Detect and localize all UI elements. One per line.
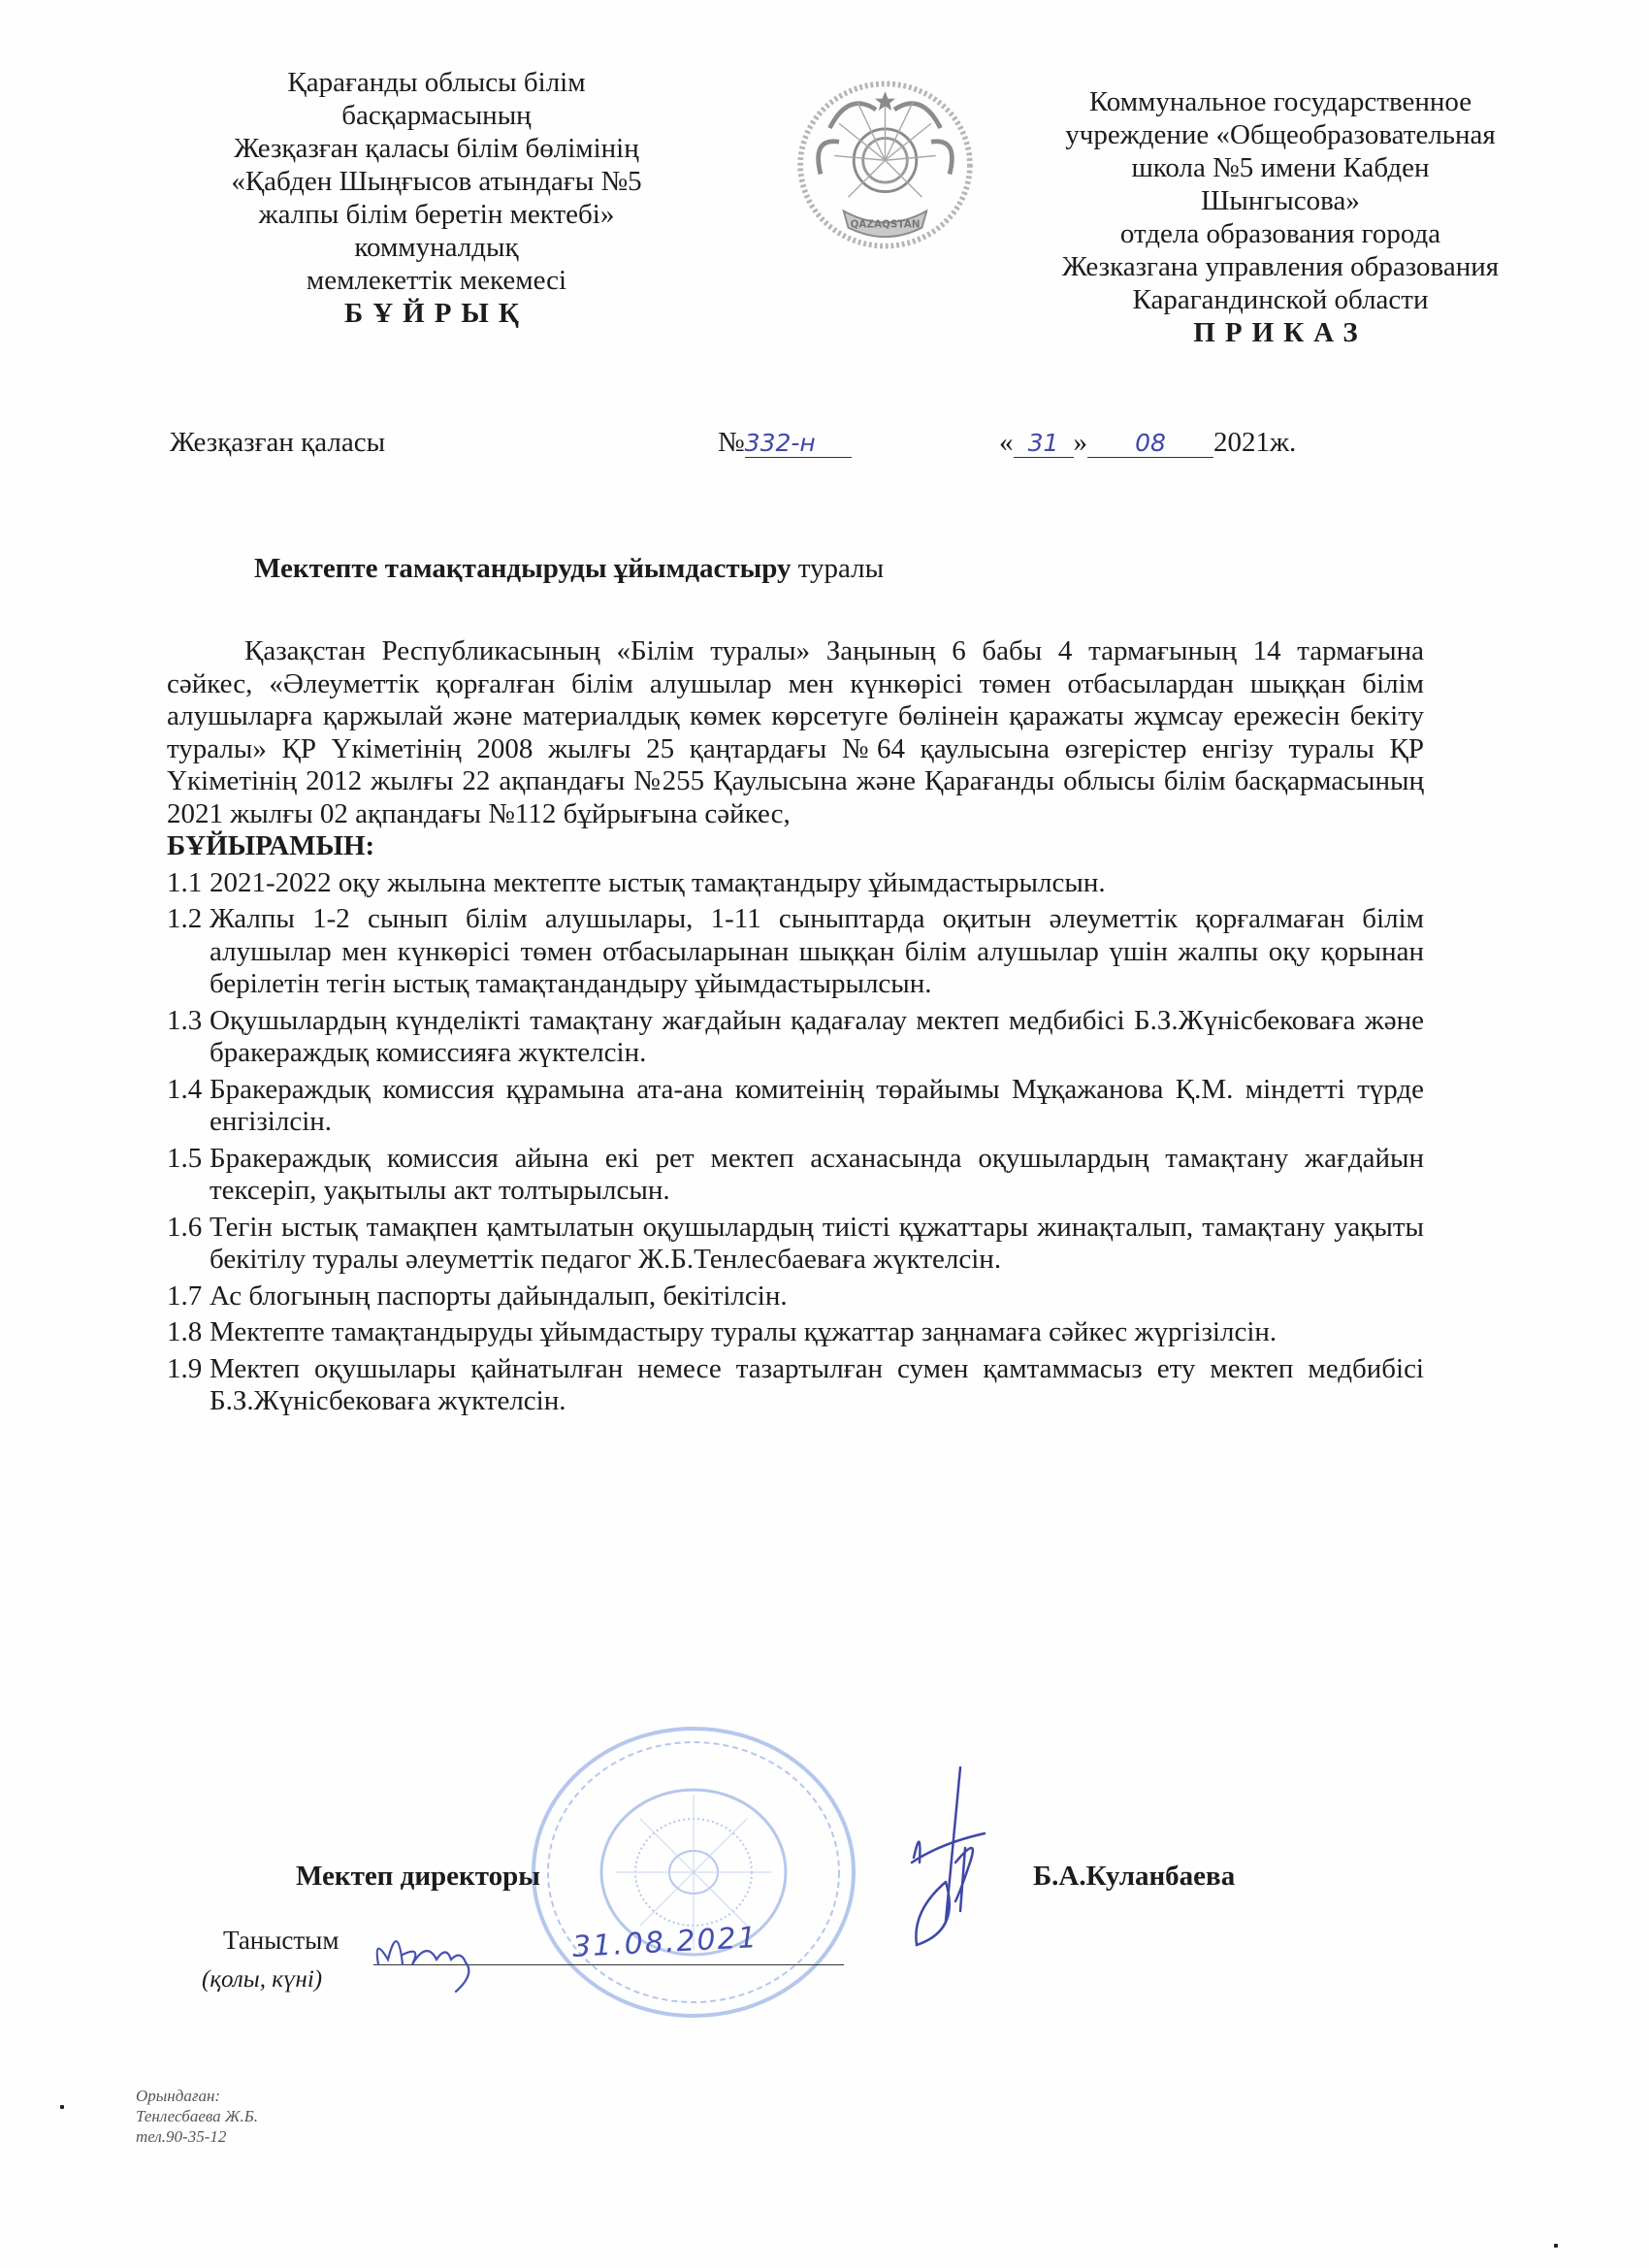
header-right-line: школа №5 имени Кабден (1131, 152, 1430, 183)
acknowledged-label: Таныстым (223, 1926, 340, 1955)
order-word-kazakh: БҰЙРЫҚ (344, 298, 529, 329)
executor-phone: тел.90-35-12 (136, 2127, 227, 2146)
executor-block (136, 2086, 258, 2147)
header-left-line: «Қабден Шыңғысов атындағы №5 (231, 166, 642, 197)
order-word-russian: ПРИКАЗ (1193, 317, 1368, 348)
item-number: 1.7 (167, 1280, 203, 1312)
item-number: 1.2 (167, 903, 203, 934)
title-regular: туралы (791, 553, 885, 584)
scan-speck (60, 2105, 64, 2109)
order-verb (167, 830, 1424, 863)
header-left-line: Жезқазған қаласы білім бөлімінің (234, 133, 639, 164)
item-text: Оқушылардың күнделікті тамақтану жағдайын қадағалау мектеп медбибісі Б.З.Жүнісбековаға және бракераждық комиссияға жүктелсін. (210, 1004, 1424, 1068)
item-number: 1.3 (167, 1004, 203, 1036)
item-number: 1.8 (167, 1316, 203, 1347)
header-right-line: учреждение «Общеобразовательная (1065, 119, 1496, 150)
order-item (167, 867, 1424, 900)
order-item (167, 1074, 1424, 1139)
header-right-line: Жезказгана управления образования (1061, 251, 1500, 282)
order-item (167, 1005, 1424, 1070)
date-close-quote: » (1073, 427, 1087, 458)
city-label: Жезқазған қаласы (170, 427, 386, 458)
order-items-list (167, 867, 1424, 1418)
executor-name: Тенлесбаева Ж.Б. (136, 2107, 259, 2125)
item-number: 1.1 (167, 866, 203, 898)
item-text: Жалпы 1-2 сынып білім алушылары, 1-11 сыныптарда оқитын әлеуметтік қорғалмаған білім алушылар мен күнкөрісі төмен отбасыларынан шыққан білім алушылар үшін жалпы оқу қорынан берілетін тегін ыстық тамақтандандыру ұйымдастырылсын. (210, 903, 1424, 999)
order-verb-colon: : (365, 830, 375, 861)
date-open-quote: « (999, 427, 1014, 458)
item-number: 1.6 (167, 1211, 203, 1243)
order-item (167, 1353, 1424, 1418)
kazakhstan-state-emblem-icon (791, 73, 980, 257)
item-text: Бракераждық комиссия құрамына ата-ана комитеінің төрайымы Мұқажанова Қ.М. міндетті түрде енгізілсін. (210, 1073, 1424, 1137)
order-verb-text: БҰЙЫРАМЫН (167, 830, 366, 861)
header-left-line: коммуналдық (354, 232, 519, 263)
item-text: 2021-2022 оқу жылына мектепте ыстық тамақтандыру ұйымдастырылсын. (210, 866, 1106, 898)
acknowledgement-date-handwritten: 31.08.2021 (571, 1921, 760, 1964)
header-left-line: Қарағанды облысы білім (287, 67, 586, 98)
header-right-line: отдела образования города (1119, 218, 1441, 249)
director-signature-icon (902, 1766, 1009, 1950)
header-left-line: жалпы білім беретін мектебі» (258, 199, 615, 230)
item-number: 1.5 (167, 1142, 203, 1174)
item-text: Мектепте тамақтандыруды ұйымдастыру туралы құжаттар заңнамаға сәйкес жүргізілсін. (210, 1316, 1277, 1347)
order-number-handwritten: 332-н (745, 429, 852, 458)
item-text: Тегін ыстық тамақпен қамтылатын оқушылардың тиісті құжаттары жинақталып, тамақтану уақыты бекітілу туралы әлеуметтік педагог Ж.Б.Тенлесбаеваға жүктелсін. (210, 1211, 1424, 1275)
item-text: Мектеп оқушылары қайнатылған немесе тазартылған сумен қамтаммасыз ету мектеп медбибісі Б.З.Жүнісбековаға жүктелсін. (210, 1352, 1424, 1416)
header-right-line: Шынгысова» (1201, 185, 1360, 216)
date-day-handwritten: 31 (1014, 429, 1074, 458)
item-text: Ас блогының паспорты дайындалып, бекітілсін. (210, 1280, 788, 1312)
title-bold: Мектепте тамақтандыруды ұйымдастыру (254, 553, 792, 584)
header-right-russian (1033, 85, 1528, 349)
order-number (718, 427, 852, 459)
header-left-line: басқармасының (341, 100, 532, 131)
number-prefix: № (718, 427, 745, 458)
document-body (167, 635, 1424, 1418)
order-item (167, 1143, 1424, 1208)
preamble-paragraph: Қазақстан Республикасының «Білім туралы» Заңының 6 бабы 4 тармағының 14 тармағына сәйкес, «Әлеуметтік қорғалған білім алушылар мен күнкөрісі төмен отбасылардан шыққан білім алушыларға қаржылай және материалдық көмек көрсетуге бөлінеін қаражаты жұмсау ережесін бекіту туралы» ҚР Үкіметінің 2008 жылғы 25 қаңтардағы №64 қаулысына өзгерістер енгізу туралы ҚР Үкіметінің 2012 жылғы 22 ақпандағы №255 Қаулысына және Қарағанды облысы білім басқармасының 2021 жылғы 02 ақпандағы №112 бұйрығына сәйкес, (167, 635, 1424, 829)
date-month-handwritten: 08 (1087, 429, 1213, 458)
director-label: Мектеп директоры (296, 1861, 540, 1892)
item-number: 1.4 (167, 1073, 203, 1105)
header-left-kazakh (194, 66, 679, 330)
header-right-line: Коммунальное государственное (1088, 86, 1472, 117)
scan-speck (1554, 2244, 1558, 2248)
order-item (167, 1212, 1424, 1277)
order-date (999, 427, 1296, 459)
order-item (167, 1280, 1424, 1313)
signature-date-caption: (қолы, күні) (202, 1966, 323, 1993)
round-seal-stamp-icon (524, 1722, 863, 2023)
document-title (254, 553, 884, 585)
acknowledgement-signature-icon (369, 1916, 524, 1993)
header-right-line: Карагандинской области (1132, 284, 1429, 315)
item-text: Бракераждық комиссия айына екі рет мектеп асханасында оқушылардың тамақтану жағдайын тексеріп, уақытылы акт толтырылсын. (210, 1142, 1424, 1206)
executor-label: Орындаған: (136, 2087, 221, 2105)
header-left-line: мемлекеттік мекемесі (306, 265, 567, 296)
date-year: 2021ж. (1213, 427, 1297, 458)
order-item (167, 903, 1424, 1001)
order-meta-row (0, 427, 1649, 466)
order-item (167, 1316, 1424, 1349)
item-number: 1.9 (167, 1352, 203, 1384)
emblem-inscription: QAZAQSTAN (850, 218, 921, 231)
director-name: Б.А.Куланбаева (1033, 1861, 1236, 1892)
